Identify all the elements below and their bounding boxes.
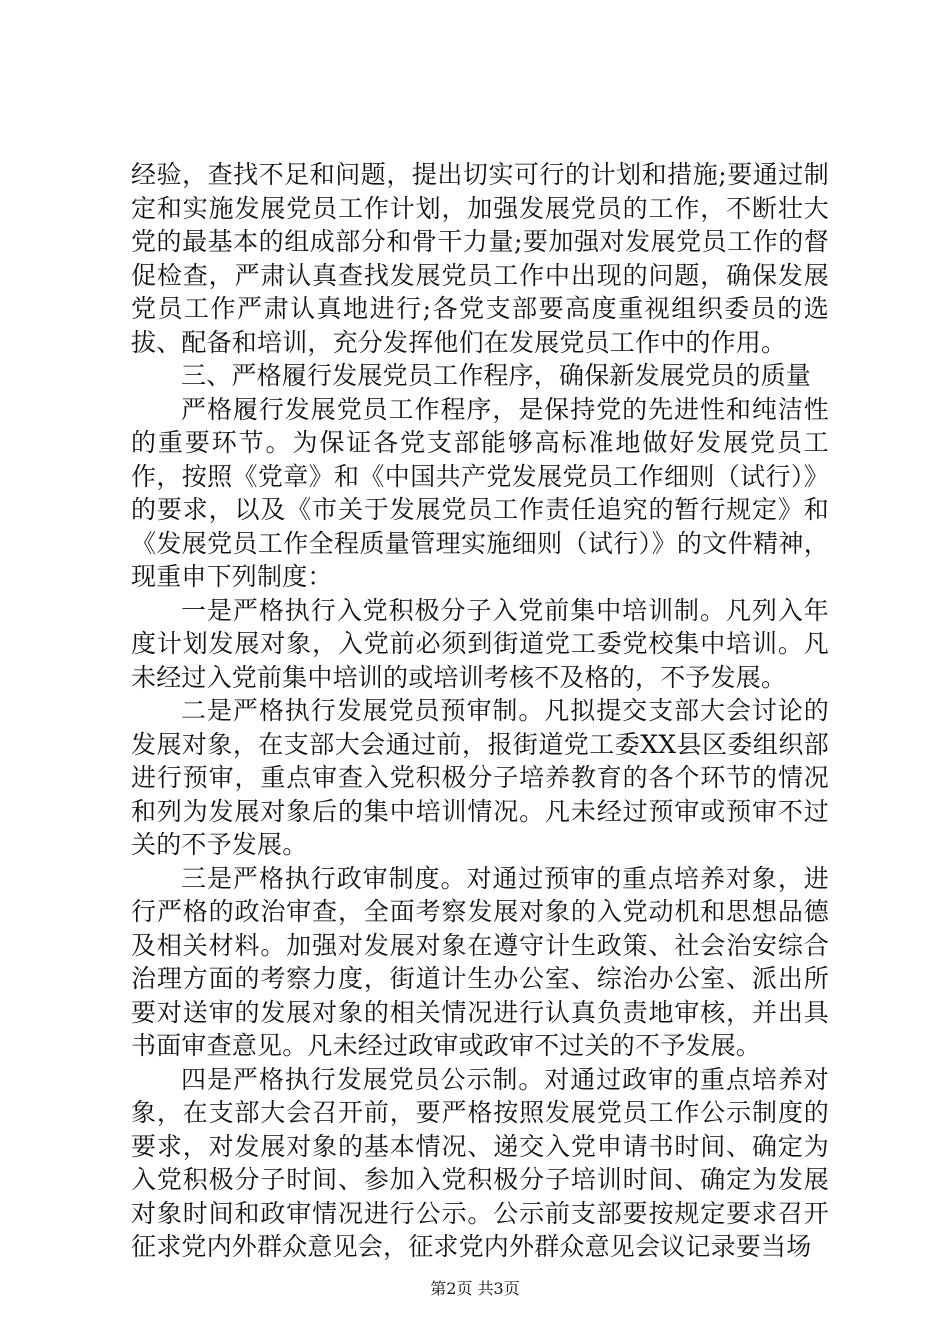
page-footer: 第2页 共3页 (430, 1279, 520, 1298)
paragraph-item-4: 四是严格执行发展党员公示制。对通过政审的重点培养对象，在支部大会召开前，要严格按照发展党员工作公示制度的要求，对发展对象的基本情况、递交入党申请书时间、确定为入党积极分子时间、参加入党积极分子培训时间、确定为发展对象时间和政审情况进行公示。公示前支部要按规定要求召开征求党内外群众意见会，征求党内外群众意见会议记录要当场 (131, 1064, 829, 1261)
paragraph-item-3: 三是严格执行政审制度。对通过预审的重点培养对象，进行严格的政治审查，全面考察发展对象的入党动机和思想品德及相关材料。加强对发展对象在遵守计生政策、社会治安综合治理方面的考察力度，街道计生办公室、综治办公室、派出所要对送审的发展对象的相关情况进行认真负责地审核，并出具书面审查意见。凡未经过政审或政审不过关的不予发展。 (131, 863, 829, 1060)
paragraph-item-2: 二是严格执行发展党员预审制。凡拟提交支部大会讨论的发展对象，在支部大会通过前，报街道党工委XX县区委组织部进行预审，重点审查入党积极分子培养教育的各个环节的情况和列为发展对象后的集中培训情况。凡未经过预审或预审不过关的不予发展。 (131, 696, 829, 859)
paragraph-item-1: 一是严格执行入党积极分子入党前集中培训制。凡列入年度计划发展对象，入党前必须到街道党工委党校集中培训。凡未经过入党前集中培训的或培训考核不及格的，不予发展。 (131, 595, 829, 692)
paragraph-intro: 严格履行发展党员工作程序，是保持党的先进性和纯洁性的重要环节。为保证各党支部能够高标准地做好发展党员工作，按照《党章》和《中国共产党发展党员工作细则（试行）》的要求，以及《市关于发展党员工作责任追究的暂行规定》和《发展党员工作全程质量管理实施细则（试行）》的文件精神，现重申下列制度： (131, 394, 829, 591)
section-heading: 三、严格履行发展党员工作程序，确保新发展党员的质量 (181, 361, 812, 390)
paragraph-continued: 经验，查找不足和问题，提出切实可行的计划和措施;要通过制定和实施发展党员工作计划，加强发展党员的工作，不断壮大党的最基本的组成部分和骨干力量;要加强对发展党员工作的督促检查，严肃认真查找发展党员工作中出现的问题，确保发展党员工作严肃认真地进行;各党支部要高度重视组织委员的选拔、配备和培训，充分发挥他们在发展党员工作中的作用。 (131, 160, 829, 357)
document-body (131, 158, 829, 1264)
